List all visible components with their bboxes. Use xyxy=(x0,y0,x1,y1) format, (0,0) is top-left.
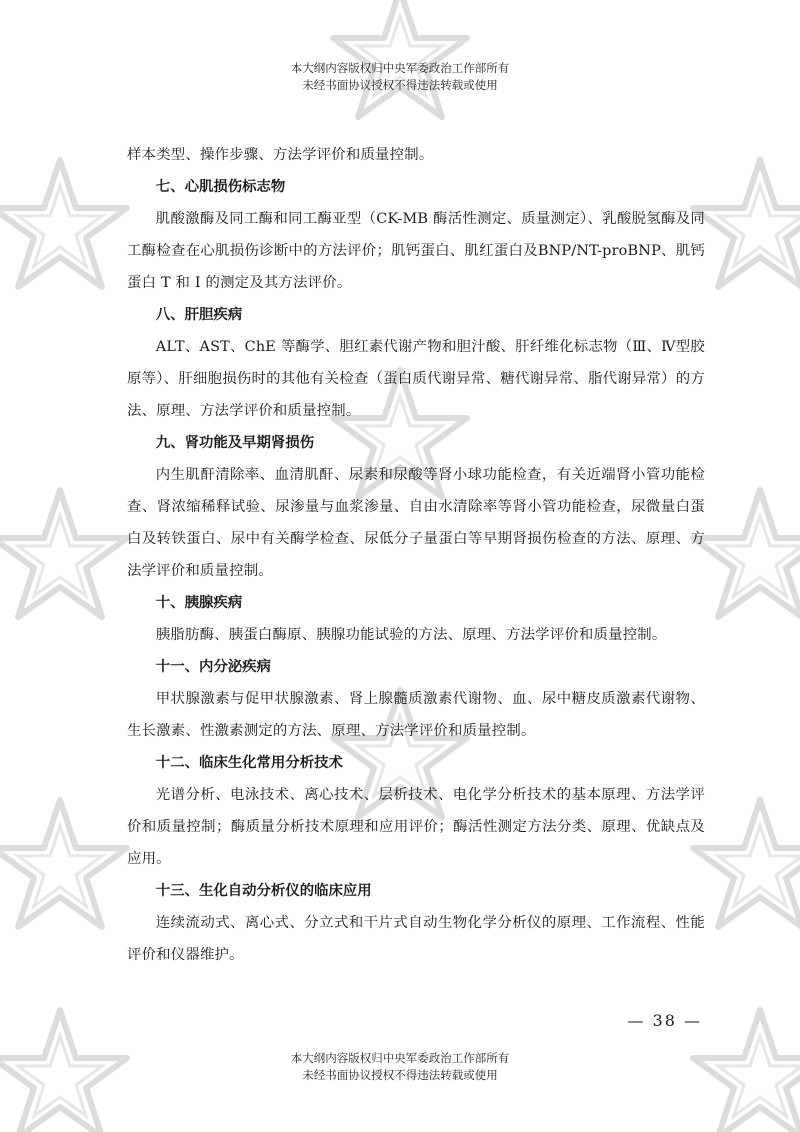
section-body-7: 肌酸激酶及同工酶和同工酶亚型（CK-MB 酶活性测定、质量测定）、乳酸脱氢酶及同工酶检查在心肌损伤诊断中的方法评价；肌钙蛋白、肌红蛋白及BNP/NT-proBNP、肌钙蛋白 T 和 I 的测定及其方法评价。 xyxy=(127,211,705,291)
copyright-notice-top xyxy=(0,60,800,94)
section-body-11: 甲状腺激素与促甲状腺激素、肾上腺髓质激素代谢物、血、尿中糖皮质激素代谢物、生长激素、性激素测定的方法、原理、方法学评价和质量控制。 xyxy=(127,691,705,739)
section-body-9: 内生肌酐清除率、血清肌酐、尿素和尿酸等肾小球功能检查，有关近端肾小管功能检查、肾浓缩稀释试验、尿渗量与血浆渗量、自由水清除率等肾小管功能检查，尿微量白蛋白及转铁蛋白、尿中有关酶学检查、尿低分子量蛋白等早期肾损伤检查的方法、原理、方法学评价和质量控制。 xyxy=(127,467,705,579)
section-heading-11: 十一、内分泌疾病 xyxy=(155,659,271,675)
copyright-notice-bottom xyxy=(0,1050,800,1084)
section-heading-9: 九、肾功能及早期肾损伤 xyxy=(155,435,315,451)
section-body-8: ALT、AST、ChE 等酶学、胆红素代谢产物和胆汁酸、肝纤维化标志物（Ⅲ、Ⅳ型胶原等）、肝细胞损伤时的其他有关检查（蛋白质代谢异常、糖代谢异常、脂代谢异常）的方法、原理、方法学评价和质量控制。 xyxy=(127,339,705,419)
section-heading-12: 十二、临床生化常用分析技术 xyxy=(155,755,343,771)
section-body-12: 光谱分析、电泳技术、离心技术、层析技术、电化学分析技术的基本原理、方法学评价和质量控制；酶质量分析技术原理和应用评价；酶活性测定方法分类、原理、优缺点及应用。 xyxy=(127,787,705,867)
lead-paragraph: 样本类型、操作步骤、方法学评价和质量控制。 xyxy=(127,147,434,163)
section-heading-8: 八、肝胆疾病 xyxy=(155,307,243,323)
page-content xyxy=(127,139,705,971)
section-body-13: 连续流动式、离心式、分立式和干片式自动生物化学分析仪的原理、工作流程、性能评价和仪器维护。 xyxy=(127,915,705,963)
section-body-10: 胰脂肪酶、胰蛋白酶原、胰腺功能试验的方法、原理、方法学评价和质量控制。 xyxy=(155,627,667,643)
copyright-notice-line-2: 未经书面协议授权不得违法转载或使用 xyxy=(302,1068,498,1082)
section-heading-13: 十三、生化自动分析仪的临床应用 xyxy=(155,883,372,899)
section-heading-7: 七、心肌损伤标志物 xyxy=(155,179,286,195)
copyright-notice-line-1: 本大纲内容版权归中央军委政治工作部所有 xyxy=(290,1051,510,1065)
page-number: — 38 — xyxy=(627,1011,702,1030)
copyright-notice-line-2: 未经书面协议授权不得违法转载或使用 xyxy=(302,78,498,92)
copyright-notice-line-1: 本大纲内容版权归中央军委政治工作部所有 xyxy=(290,61,510,75)
section-heading-10: 十、胰腺疾病 xyxy=(155,595,243,611)
